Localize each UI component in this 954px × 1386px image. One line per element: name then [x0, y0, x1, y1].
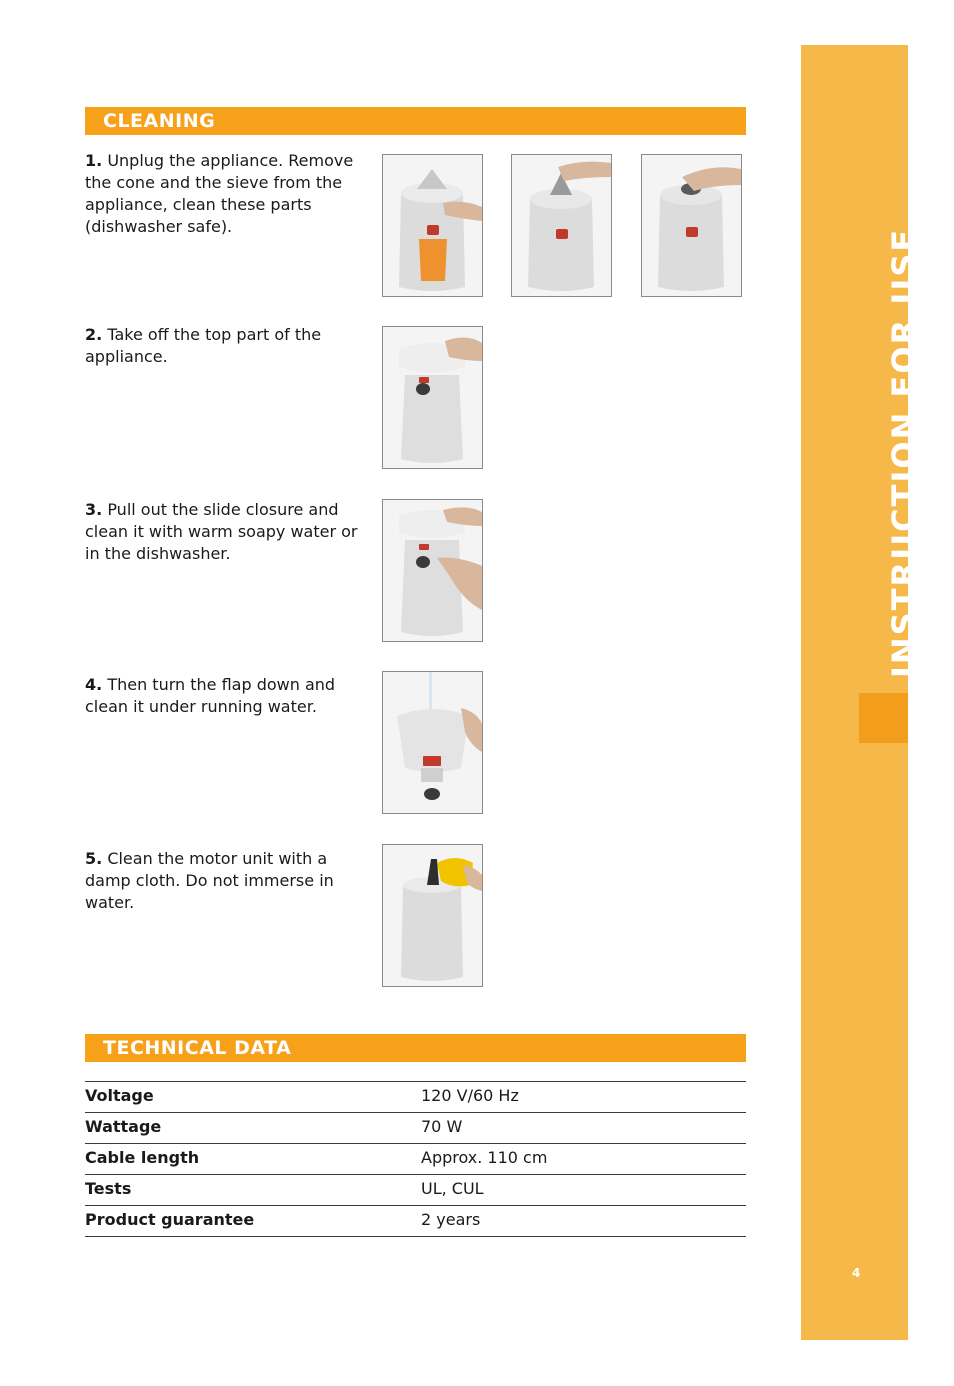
- step-5-photo-clean-motor: [382, 844, 483, 987]
- spec-value: 120 V/60 Hz: [421, 1086, 519, 1105]
- step-text: Take off the top part of the appliance.: [85, 325, 322, 366]
- step-number: 2.: [85, 325, 103, 344]
- cleaning-heading: CLEANING: [85, 107, 746, 135]
- spec-value: UL, CUL: [421, 1179, 484, 1198]
- table-row: [85, 1112, 746, 1143]
- table-row: [85, 1174, 746, 1205]
- step-5: [85, 848, 360, 914]
- spec-label: Cable length: [85, 1148, 200, 1167]
- step-text: Unplug the appliance. Remove the cone and the sieve from the appliance, clean these parts (dishwasher safe).: [85, 151, 354, 236]
- technical-data-table: [85, 1081, 746, 1237]
- page-number: 4: [852, 1266, 861, 1280]
- step-3: [85, 499, 360, 565]
- step-1-photo-lift-sieve: [511, 154, 612, 297]
- step-text: Clean the motor unit with a damp cloth. Do not immerse in water.: [85, 849, 334, 912]
- table-row: [85, 1143, 746, 1174]
- step-1: [85, 150, 360, 238]
- sidebar-title: INSTRUCTION FOR USE: [885, 227, 923, 678]
- step-3-photo-slide-closure: [382, 499, 483, 642]
- step-2-photo-take-off-top: [382, 326, 483, 469]
- technical-data-heading: TECHNICAL DATA: [85, 1034, 746, 1062]
- spec-label: Voltage: [85, 1086, 154, 1105]
- spec-label: Product guarantee: [85, 1210, 255, 1229]
- step-1-photo-remove-top: [641, 154, 742, 297]
- spec-label: Wattage: [85, 1117, 162, 1136]
- table-row: [85, 1205, 746, 1237]
- spec-label: Tests: [85, 1179, 132, 1198]
- step-2: [85, 324, 360, 368]
- step-text: Pull out the slide closure and clean it with warm soapy water or in the dishwasher.: [85, 500, 358, 563]
- step-4-photo-flap-water: [382, 671, 483, 814]
- step-number: 5.: [85, 849, 103, 868]
- spec-value: 2 years: [421, 1210, 481, 1229]
- step-4: [85, 674, 360, 718]
- sidebar-tab-marker: [859, 693, 908, 743]
- step-1-photo-remove-cone: [382, 154, 483, 297]
- table-row: [85, 1081, 746, 1112]
- spec-value: 70 W: [421, 1117, 463, 1136]
- spec-value: Approx. 110 cm: [421, 1148, 548, 1167]
- step-number: 4.: [85, 675, 103, 694]
- step-number: 1.: [85, 151, 103, 170]
- step-text: Then turn the flap down and clean it under running water.: [85, 675, 336, 716]
- step-number: 3.: [85, 500, 103, 519]
